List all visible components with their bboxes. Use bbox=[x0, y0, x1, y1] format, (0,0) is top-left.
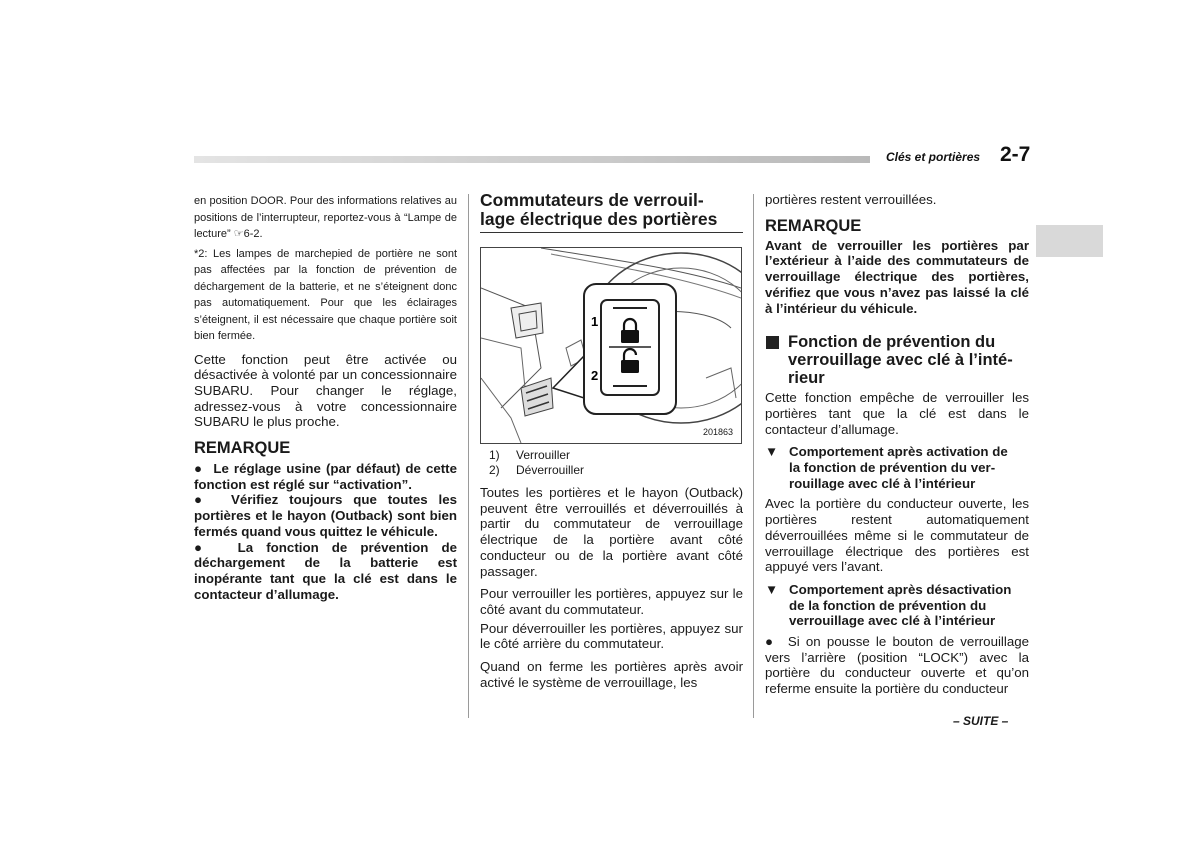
column-divider-right bbox=[753, 194, 754, 718]
legend-number: 2) bbox=[489, 463, 500, 477]
dealer-paragraph: Cette fonction peut être activée ou désactivée à volonté par un concessionnaire SUBARU. Pour changer le réglage, adressez-vous à votre concessionnaire SUBARU le plus proche. bbox=[194, 351, 457, 430]
heading-line: Fonction de prévention du bbox=[788, 333, 996, 352]
body-paragraph: Pour verrouiller les portières, appuyez sur le côté avant du commutateur. bbox=[480, 586, 743, 617]
remarque-heading: REMARQUE bbox=[194, 439, 291, 458]
triangle-down-icon: ▼ bbox=[765, 444, 779, 460]
body-paragraph: Quand on ferme les portières après avoir activé le système de verrouillage, les bbox=[480, 659, 743, 690]
remarque-bullet bbox=[194, 461, 457, 492]
sub-heading-deactivation bbox=[765, 582, 1029, 629]
sub2-bullet bbox=[765, 634, 1029, 697]
chapter-tab bbox=[1036, 225, 1103, 257]
bullet-icon: ● bbox=[194, 492, 231, 508]
subsection-heading bbox=[763, 333, 1029, 387]
callout-1: 1 bbox=[591, 314, 599, 329]
heading-line: rieur bbox=[788, 369, 825, 388]
legend-number: 1) bbox=[489, 448, 500, 462]
legend-label: Verrouiller bbox=[516, 448, 571, 462]
sub1-text: Avec la portière du conducteur ouverte, les portières restent automatiquement déverrouillées même si le commutateur de verrouillage électrique des portières est appuyé vers l’avant. bbox=[765, 496, 1029, 575]
heading-line: la fonction de prévention du ver- bbox=[789, 460, 996, 476]
legend-item bbox=[480, 448, 743, 463]
door-lock-switch-figure bbox=[480, 247, 742, 444]
door-lock-illustration bbox=[481, 248, 741, 443]
triangle-down-icon: ▼ bbox=[765, 581, 779, 597]
heading-line: Commutateurs de verrouil- bbox=[480, 190, 704, 210]
section-title: Clés et portières bbox=[886, 150, 981, 164]
heading-line: verrouillage avec clé à l’intérieur bbox=[789, 613, 996, 629]
legend-label: Déverrouiller bbox=[516, 463, 585, 477]
middle-column bbox=[480, 191, 743, 233]
continuation-text: portières restent verrouillées. bbox=[765, 192, 937, 207]
bullet-icon: ● bbox=[194, 461, 214, 477]
remarque-heading: REMARQUE bbox=[765, 216, 862, 235]
figure-number: 201863 bbox=[702, 427, 733, 437]
heading-line: lage électrique des portières bbox=[480, 208, 718, 229]
middle-column-body bbox=[480, 448, 743, 690]
bullet-icon: ● bbox=[765, 634, 788, 650]
right-column bbox=[765, 192, 1029, 697]
page-number: 2-7 bbox=[1000, 143, 1031, 166]
section-heading bbox=[480, 191, 743, 228]
callout-2: 2 bbox=[591, 368, 599, 383]
bullet-text: La fonction de prévention de déchargement de la batterie est inopérante tant que la clé est dans le contacteur d’allumage. bbox=[194, 539, 457, 602]
heading-line: de la fonction de prévention du bbox=[789, 597, 987, 613]
continued-marker: – SUITE – bbox=[953, 714, 1009, 728]
remarque-bullet bbox=[194, 492, 457, 539]
left-column bbox=[194, 193, 457, 602]
footnote-2: *2: Les lampes de marchepied de portière ne sont pas affectées par la fonction de prévention de déchargement de la batterie, et ne s’éteignent donc pas automatiquement. Pour que les éclairages s’éteignent, il est nécessaire que chaque portière soit bien fermée. bbox=[194, 247, 457, 342]
heading-line: rouillage avec clé à l’intérieur bbox=[789, 475, 976, 491]
body-paragraph: Pour déverrouiller les portières, appuyez sur le côté arrière du commutateur. bbox=[480, 620, 743, 652]
remarque-bullet bbox=[194, 540, 457, 603]
heading-line: Comportement après désactivation bbox=[789, 581, 1012, 597]
bullet-text: Vérifiez toujours que toutes les portières et le hayon (Outback) sont bien fermés quand vous quittez le véhicule. bbox=[194, 492, 457, 539]
bullet-text: Si on pousse le bouton de verrouillage vers l’arrière (position “LOCK”) avec la portière du conducteur ouverte et qu’on referme ensuite la portière du conducteur bbox=[765, 634, 1030, 697]
body-paragraph: Toutes les portières et le hayon (Outback) peuvent être verrouillés et déverrouillés à partir du commutateur de verrouillage électrique de la portière avant côté conducteur ou de la portière avant côté passager. bbox=[480, 485, 743, 579]
bullet-icon: ● bbox=[194, 539, 238, 555]
remarque-text: Avant de verrouiller les portières par l’extérieur à l’aide des commutateurs de verrouillage électrique des portières, vérifiez que vous n’avez pas laissé la clé à l’intérieur du véhicule. bbox=[765, 237, 1029, 316]
square-bullet-icon bbox=[766, 336, 779, 349]
intro-text: en position DOOR. Pour des informations relatives au positions de l’interrupteur, reportez-vous à “Lampe de lecture” ☞6-2. bbox=[194, 195, 457, 240]
section-text: Cette fonction empêche de verrouiller les portières tant que la clé est dans le contacteur d’allumage. bbox=[765, 390, 1029, 437]
legend-item bbox=[480, 463, 743, 478]
header-rule bbox=[194, 156, 870, 163]
sub-heading-activation bbox=[765, 444, 1029, 491]
heading-line: verrouillage avec clé à l’inté- bbox=[788, 351, 1013, 370]
heading-rule bbox=[480, 232, 743, 233]
column-divider-left bbox=[468, 194, 469, 718]
heading-line: Comportement après activation de bbox=[789, 444, 1008, 460]
bullet-text: Le réglage usine (par défaut) de cette fonction est réglé sur “activation”. bbox=[194, 461, 457, 492]
